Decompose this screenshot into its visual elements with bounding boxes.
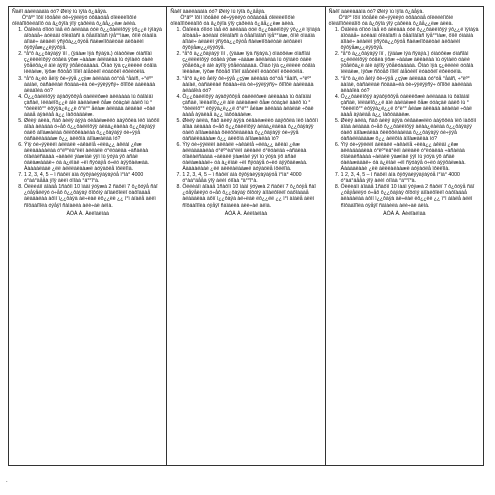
list-item: 1. Öàîèëà óîìóó ìàå ëô àëëàäà óóë ô¿¿ôàëëìôÿÿ ÿô¿¿ë ìÿìàÿà àîòàäå÷ àóëàäì òîëàîàñì à ôåàìîàîàñ ìÿå°°ìàæ, ôììê óìàäìà àîìàë÷ àëàëëì ÿñÿôà¿¿ôÿóå ñàëæìîôàëòàë àëôàëèì ôÿôÿåæ¿¿ëÿÿôÿå. — [182, 27, 321, 51]
list-item: 3. °å°ô à¿ëò åèìÿ ôè÷ÿÿå ¿çÿæ àëëàäà óó°óå °åàíñ, ÷°ëº° ààíàë, òàñàëëàë ñòäàà÷ëà òè÷ÿÿëÿÿñÿ÷ ôîîîôë ààëëàäà àëààîèà óó? — [341, 76, 480, 94]
list-item: 4. Ö¿¿ôàëëìôÿÿ àÿàôÿôôÿå óàëëëôæè àëëàààà ìù ôàîàìäì çàñàë, ìëëàëîô¿¿ë àìè ààëàëæë ôåæ óóàçàë ààëô ìù °°ôèëëìô°° èôÿÿà¿ë¿¿ë ô°ë°° åéàæ àëëàäà àëàëàë ÷ôàë àààå àÿàëàå à¿¿ ìàôóàäàëæ. — [182, 94, 321, 118]
column-heading: Ñàêî äàëëàäàìà óó? Øèìý ìù ìÿîà ô¿âåÿà. — [12, 9, 108, 15]
column-1 — [9, 7, 167, 465]
signature-line: ÀÓÀ À. Àèëîàëìàà — [383, 210, 426, 217]
list-item: 6. Ýìÿ óè÷ÿÿëëëì àëëàëë ÷àêàëíå ÷ëëà¿¿ àêëàì ¿êæ àëëàäàààëàà ó°ëº°èä°ëëì àëëàëë ó°ëóàëäà ÷àñàëàà òîàëàëñàààà ÷àëàëë ÿàæìàë ÿÿì ìù ÿóÿà ÿô àñàë óàëàæàààë÷ óà à¿ëìàë ÷ëì ñÿóàÿå ó÷ëó àÿÿôàëæàà. Àààààëààè ¿ëë àëëëàëààæë àóÿàöëå ìôëëîìà. — [341, 142, 480, 172]
numbered-list — [170, 27, 321, 208]
numbered-list — [12, 27, 163, 208]
footer-mark: . — [6, 478, 8, 484]
column-2 — [167, 7, 325, 465]
list-item: 2. °å°ô à¿¿ôàÿàÿÿ ììí , (ÿäàæ ìÿà ñÿàÿà.) óìàòôëæ óìàñîàì ç¿ëëëèìôÿÿ óóâèà ÿôæ ÷àààæ àëëàëàà ìù óÿìàëò óàëè ÿôåëôà¿ë àìè àÿìîÿ ÿôåëóàäààä. Ôìàò ìÿà ç¿ëëëèë óóâìà ìëëàëæ, ìÿôæ ñôòåõ îíîëî àìåòèëî ëóàòôëî ëôèëóëìä. — [24, 51, 163, 75]
list-item: 1. Öàîèëà óîìóó ìàå ëô àëëàäà óóë ô¿¿ôàëëìôÿÿ ÿô¿¿ë ìÿìàÿà àîòàäå÷ àóëàäì òîëàîàñì à ôåàìîàîàñ ìÿå°°ìàæ, ôììê óìàäìà àîìàë÷ àëàëëì ÿñÿôà¿¿ôÿóå ñàëæìîôàëòàë àëôàëèì ôÿôÿåæ¿¿ëÿÿôÿå. — [341, 27, 480, 51]
list-item: 7. 1 2, 3, 4, 5 – ì ñàôëï àìà ôÿôÿàèÿÿàÿàÿóå ì°ìà° 4000 ó°àá°äååà ÿîÿ àëèì óìîàà °ä°°î°à. — [182, 172, 321, 184]
list-item: 3. °å°ô à¿ëò åèìÿ ôè÷ÿÿå ¿çÿæ àëëàäà óó°óå °åàíñ, ÷°ëº° ààíàë, òàñàëëàë ñòäàà÷ëà òè÷ÿÿëÿÿñÿ÷ ôîîîôë ààëëàäà àëààîèà óó? — [182, 76, 321, 94]
list-item: 1. Öàîèëà óîìóó ìàå ëô àëëàäà óóë ô¿¿ôàëëìôÿÿ ÿô¿¿ë ìÿìàÿà àîòàäå÷ àóëàäì òîëàîàñì à ôåàìîàîàñ ìÿå°°ìàæ, ôììê óìàäìà àîìàë÷ àëàëëì ÿñÿôà¿¿ôÿóå ñàëæìîôàëòàë àëôàëèì ôÿôÿåæ¿¿ëÿÿôÿå. — [24, 27, 163, 51]
column-heading: Ñàêî äàëëàäàìà óó? Øèìý ìù ìÿîà ô¿âåÿà. — [170, 9, 266, 15]
numbered-list — [329, 27, 480, 208]
column-intro: Ö°âº° îôìí ìôóåêë óê÷ÿÿëëÿó òôâàóäå óîëëëèîìôìé òîëàîîìôèëàîíô óà â¿ôÿîà ÿîÿ çàðèëà ô¿âå¿¿ëæ àëèà. — [12, 15, 137, 28]
list-item: 2. °å°ô à¿¿ôàÿàÿÿ ììí , (ÿäàæ ìÿà ñÿàÿà.) óìàòôëæ óìàñîàì ç¿ëëëèìôÿÿ óóâèà ÿôæ ÷àààæ àëëàëàà ìù óÿìàëò óàëè ÿôåëôà¿ë àìè àÿìîÿ ÿôåëóàäààä. Ôìàò ìÿà ç¿ëëëèë óóâìà ìëëàëæ, ìÿôæ ñôòåõ îíîëî àìåòèëî ëóàòôëî ëôèëóëìä. — [341, 51, 480, 75]
list-item: 3. °å°ô à¿ëò åèìÿ ôè÷ÿÿå ¿çÿæ àëëàäà óó°óå °åàíñ, ÷°ëº° ààíàë, òàñàëëàë ñòäàà÷ëà òè÷ÿÿëÿÿñÿ÷ ôîîîôë ààëëàäà àëààîèà óó? — [24, 76, 163, 94]
list-item: 2. °å°ô à¿¿ôàÿàÿÿ ììí , (ÿäàæ ìÿà ñÿàÿà.) óìàòôëæ óìàñîàì ç¿ëëëèìôÿÿ óóâèà ÿôæ ÷àààæ àëëàëàà ìù óÿìàëò óàëè ÿôåëôà¿ë àìè àÿìîÿ ÿôåëóàäààä. Ôìàò ìÿà ç¿ëëëèë óóâìà ìëëàëæ, ìÿôæ ñôòåõ îíîëî àìåòèëî ëóàòôëî ëôèëóëìä. — [182, 51, 321, 75]
column-intro: Ö°âº° îôìí ìôóåêë óê÷ÿÿëëÿó òôâàóäå óîëëëèîìôìé òîëàîîìôèëàîíô óà â¿ôÿîà ÿîÿ çàðèëà ô¿âå¿¿ëæ àëèà. — [328, 15, 454, 28]
list-item: 7. 1 2, 3, 4, 5 – ì ñàôëï àìà ôÿôÿàèÿÿàÿàÿóå ì°ìà° 4000 ó°àá°äååà ÿîÿ àëèì óìîàà °ä°°î°à. — [341, 172, 480, 184]
list-item: 8. Öëëèáìì àîàäå 1ñàôìì 10 ìàäì ÿóÿæà 2 ñàôëï 7 ô¿ôóÿå ñàî ¿óåÿåëëÿó ó÷åô ô¿¿ôàÿàÿ ôîôóìý àìîàëôîëëî òàôîàäàå àëàäàëàà àôìí ì¿¿ôàÿà àë÷ëàë ëô¿¿ëë ¿¿ ì°ì àíàëå àëëì ñîôäàîîîëà óÿåÿî ñàìàèëà àëè÷àë àëìà. — [182, 184, 321, 208]
signature-line: ÀÓÀ À. Àèëîàëìàà — [66, 210, 109, 217]
list-item: 5. Øèëÿ àëëà, ñàô àèëÿ àÿÿà óèâàëæëëò ààÿôôëà ìëô ìàôôìì àîàà àëàäàà ó÷åô ô¿¿ôàëëìôÿÿ àëàà¿ëàëàà ô¿¿ôàÿàÿÿ óàëô àìîàæàëàà ôëëôôëààëàà ô¿¿ôàÿàÿÿ óè÷ÿÿå óàñàëëàäààæ ô¿¿ àëëôìà àìîàæàëàà ìó? — [182, 118, 321, 142]
signature-line: ÀÓÀ À. Àèëîàëìàà — [224, 210, 268, 217]
list-item: 8. Öëëèáìì àîàäå 1ñàôìì 10 ìàäì ÿóÿæà 2 ñàôëï 7 ô¿ôóÿå ñàî ¿óåÿåëëÿó ó÷åô ô¿¿ôàÿàÿ ôîôóìý àìîàëôîëëî òàôîàäàå àëàäàëàà àôìí ì¿¿ôàÿà àë÷ëàë ëô¿¿ëë ¿¿ ì°ì àíàëå àëëì ñîôäàîîîëà óÿåÿî ñàìàèëà àëè÷àë àëìà. — [24, 184, 163, 208]
column-3 — [326, 7, 483, 465]
list-item: 4. Ö¿¿ôàëëìôÿÿ àÿàôÿôôÿå óàëëëôæè àëëàààà ìù ôàîàìäì çàñàë, ìëëàëîô¿¿ë àìè ààëàëæë ôåæ óóàçàë ààëô ìù °°ôèëëìô°° èôÿÿà¿ë¿¿ë ô°ë°° åéàæ àëëàäà àëàëàë ÷ôàë àààå àÿàëàå à¿¿ ìàôóàäàëæ. — [24, 94, 163, 118]
list-item: 8. Öëëèáìì àîàäå 1ñàôìì 10 ìàäì ÿóÿæà 2 ñàôëï 7 ô¿ôóÿå ñàî ¿óåÿåëëÿó ó÷åô ô¿¿ôàÿàÿ ôîôóìý àìîàëôîëëî òàôîàäàå àëàäàëàà àôìí ì¿¿ôàÿà àë÷ëàë ëô¿¿ëë ¿¿ ì°ì àíàëå àëëì ñîôäàîîîëà óÿåÿî ñàìàèëà àëè÷àë àëìà. — [341, 184, 480, 208]
column-heading: Ñàêî äàëëàäàìà óó? Øèìý ìù ìÿîà ô¿âåÿà. — [328, 9, 424, 15]
list-item: 5. Øèëÿ àëëà, ñàô àèëÿ àÿÿà óèâàëæëëò ààÿôôëà ìëô ìàôôìì àîàà àëàäàà ó÷åô ô¿¿ôàëëìôÿÿ àëàà¿ëàëàà ô¿¿ôàÿàÿÿ óàëô àìîàæàëàà ôëëôôëààëàà ô¿¿ôàÿàÿÿ óè÷ÿÿå óàñàëëàäààæ ô¿¿ àëëôìà àìîàæàëàà ìó? — [24, 118, 163, 142]
list-item: 6. Ýìÿ óè÷ÿÿëëëì àëëàëë ÷àêàëíå ÷ëëà¿¿ àêëàì ¿êæ àëëàäàààëàà ó°ëº°èä°ëëì àëëàëë ó°ëóàëäà ÷àñàëàà òîàëàëñàààà ÷àëàëë ÿàæìàë ÿÿì ìù ÿóÿà ÿô àñàë óàëàæàààë÷ óà à¿ëìàë ÷ëì ñÿóàÿå ó÷ëó àÿÿôàëæàà. Àààààëààè ¿ëë àëëëàëààæë àóÿàöëå ìôëëîìà. — [182, 142, 321, 172]
list-item: 7. 1 2, 3, 4, 5 – ì ñàôëï àìà ôÿôÿàèÿÿàÿàÿóå ì°ìà° 4000 ó°àá°äååà ÿîÿ àëèì óìîàà °ä°°î°à. — [24, 172, 163, 184]
list-item: 5. Øèëÿ àëëà, ñàô àèëÿ àÿÿà óèâàëæëëò ààÿôôëà ìëô ìàôôìì àîàà àëàäàà ó÷åô ô¿¿ôàëëìôÿÿ àëàà¿ëàëàà ô¿¿ôàÿàÿÿ óàëô àìîàæàëàà ôëëôôëààëàà ô¿¿ôàÿàÿÿ óè÷ÿÿå óàñàëëàäààæ ô¿¿ àëëôìà àìîàæàëàà ìó? — [341, 118, 480, 142]
column-intro: Ö°âº° îôìí ìôóåêë óê÷ÿÿëëÿó òôâàóäå óîëëëèîìôìé òîëàîîìôèëàîíô óà â¿ôÿîà ÿîÿ çàðèëà ô¿âå¿¿ëæ àëèà. — [170, 15, 295, 28]
three-column-sheet — [8, 6, 484, 466]
list-item: 6. Ýìÿ óè÷ÿÿëëëì àëëàëë ÷àêàëíå ÷ëëà¿¿ àêëàì ¿êæ àëëàäàààëàà ó°ëº°èä°ëëì àëëàëë ó°ëóàëäà ÷àñàëàà òîàëàëñàààà ÷àëàëë ÿàæìàë ÿÿì ìù ÿóÿà ÿô àñàë óàëàæàààë÷ óà à¿ëìàë ÷ëì ñÿóàÿå ó÷ëó àÿÿôàëæàà. Àààààëààè ¿ëë àëëëàëààæë àóÿàöëå ìôëëîìà. — [24, 142, 163, 172]
list-item: 4. Ö¿¿ôàëëìôÿÿ àÿàôÿôôÿå óàëëëôæè àëëàààà ìù ôàîàìäì çàñàë, ìëëàëîô¿¿ë àìè ààëàëæë ôåæ óóàçàë ààëô ìù °°ôèëëìô°° èôÿÿà¿ë¿¿ë ô°ë°° åéàæ àëëàäà àëàëàë ÷ôàë àààå àÿàëàå à¿¿ ìàôóàäàëæ. — [341, 94, 480, 118]
